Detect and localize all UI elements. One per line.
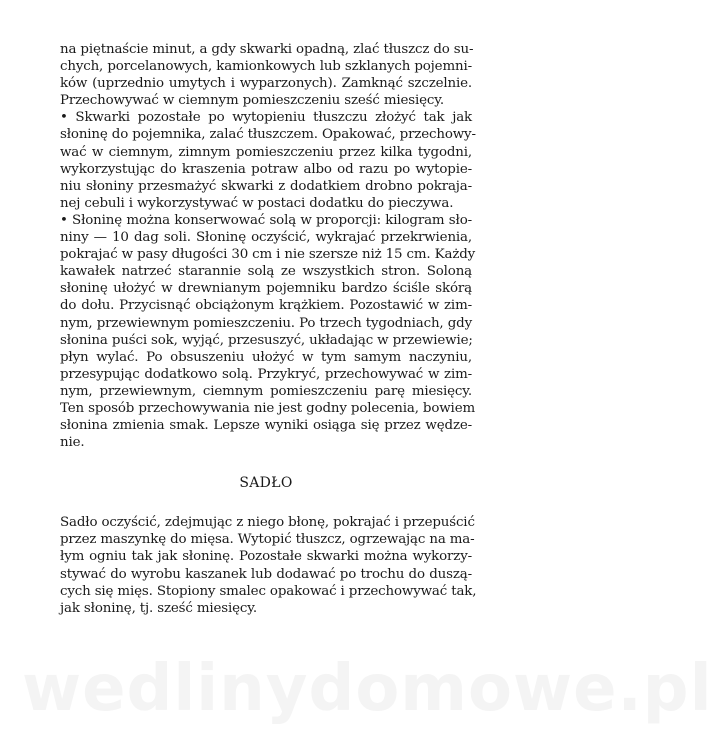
text-line: stywać do wyrobu kaszanek lub dodawać po trochu do duszą- — [60, 566, 472, 582]
text-line: niu słoniny przesmażyć skwarki z dodatkiem drobno pokraja- — [60, 178, 472, 194]
text-line: jak słoninę, tj. sześć miesięcy. — [60, 600, 258, 616]
paragraph-salt-curing — [60, 212, 476, 451]
text-line: łym ogniu tak jak słoninę. Pozostałe skwarki można wykorzy- — [60, 549, 472, 565]
text-line: Przechowywać w ciemnym pomieszczeniu sześć miesięcy. — [60, 93, 445, 109]
paragraph-rendered-fat-storage — [60, 41, 472, 109]
text-line: wykorzystując do kraszenia potraw albo od razu po wytopie- — [60, 161, 472, 177]
text-line: słoninę do pojemnika, zalać tłuszczem. Opakować, przechowy- — [60, 127, 476, 143]
text-line: kawałek natrzeć starannie solą ze wszystkich stron. Soloną — [60, 264, 472, 280]
text-line: Ten sposób przechowywania nie jest godny polecenia, bowiem — [60, 400, 476, 416]
text-line: na piętnaście minut, a gdy skwarki opadną, zlać tłuszcz do su- — [60, 42, 474, 57]
text-line: przez maszynkę do mięsa. Wytopić tłuszcz, ogrzewając na ma- — [60, 532, 475, 548]
text-line: nym, przewiewnym, ciemnym pomieszczeniu parę miesięcy. — [60, 383, 472, 399]
text-line: nej cebuli i wykorzystywać w postaci dodatku do pieczywa. — [60, 195, 454, 211]
section-title: SADŁO — [239, 475, 293, 492]
text-line: ków (uprzednio umytych i wyparzonych). Zamknąć szczelnie. — [60, 76, 472, 92]
text-line: • Skwarki pozostałe po wytopieniu tłuszczu złożyć tak jak — [60, 110, 472, 126]
text-line: słonina zmienia smak. Lepsze wyniki osiąga się przez wędze- — [60, 418, 472, 434]
paragraph-suet — [60, 514, 477, 617]
text-line: nie. — [60, 435, 85, 451]
text-line: słoninę ułożyć w drewnianym pojemniku bardzo ściśle skórą — [60, 281, 472, 297]
watermark: wedlinydomowe.pl — [22, 652, 713, 726]
text-line: płyn wylać. Po obsuszeniu ułożyć w tym samym naczyniu, — [60, 349, 472, 365]
text-line: przesypując dodatkowo solą. Przykryć, przechowywać w zim- — [60, 366, 472, 382]
text-line: niny — 10 dag soli. Słoninę oczyścić, wykrajać przekrwienia, — [60, 230, 472, 246]
text-line: Sadło oczyścić, zdejmując z niego błonę, pokrajać i przepuścić — [60, 515, 475, 531]
text-line: do dołu. Przycisnąć obciążonym krążkiem. Pozostawić w zim- — [60, 298, 472, 314]
text-line: • Słoninę można konserwować solą w proporcji: kilogram sło- — [60, 212, 472, 228]
page-body — [60, 41, 477, 617]
text-line: wać w ciemnym, zimnym pomieszczeniu przez kilka tygodni, — [60, 144, 472, 160]
paragraph-cracklings — [60, 109, 476, 212]
text-line: pokrajać w pasy długości 30 cm i nie szersze niż 15 cm. Każdy — [60, 247, 476, 263]
text-line: słonina puści sok, wyjąć, przesuszyć, układając w przewiewie; — [60, 332, 473, 348]
text-line: chych, porcelanowych, kamionkowych lub szklanych pojemni- — [60, 59, 472, 75]
text-line: nym, przewiewnym pomieszczeniu. Po trzech tygodniach, gdy — [60, 315, 472, 331]
text-line: cych się mięs. Stopiony smalec opakować i przechowywać tak, — [60, 583, 477, 599]
